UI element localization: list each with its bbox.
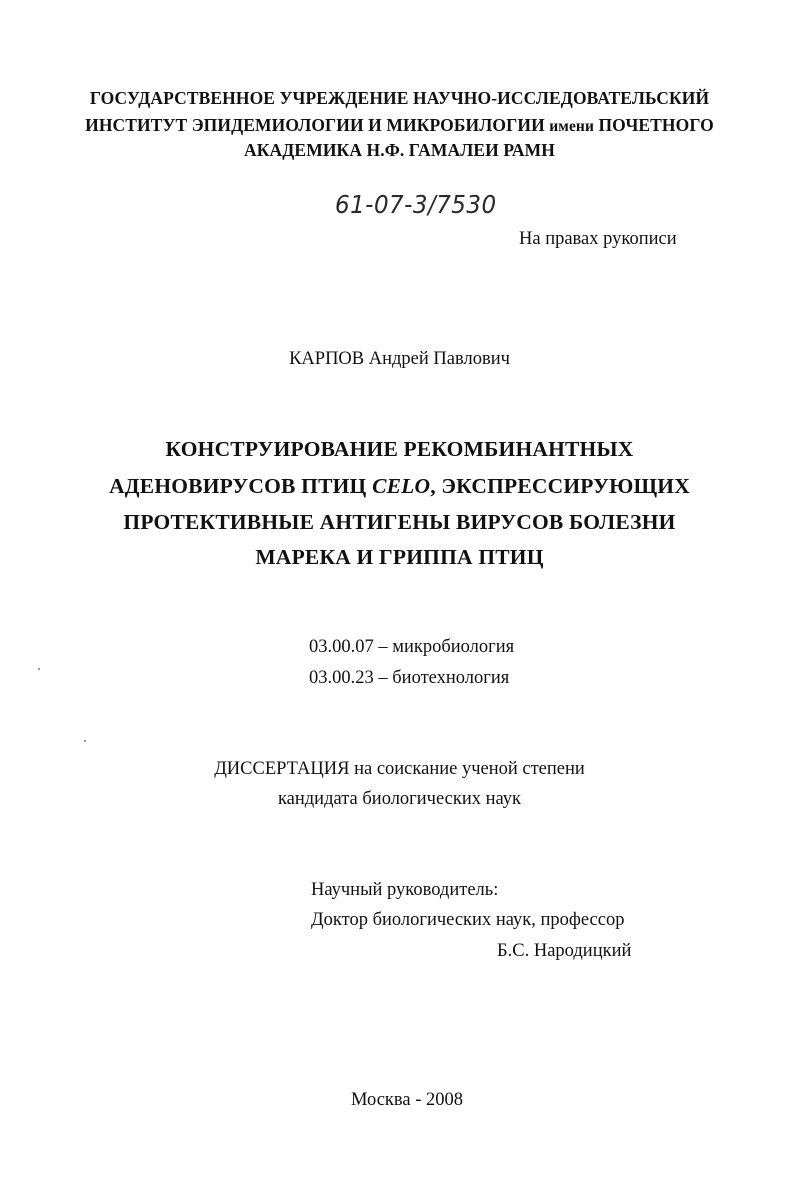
title-line-2-part-b: CELO <box>372 474 431 498</box>
specialty-biotechnology: 03.00.23 – биотехнология <box>309 668 510 688</box>
city-year: Москва - 2008 <box>351 1090 464 1110</box>
institution-line-3: АКАДЕМИКА Н.Ф. ГАМАЛЕИ РАМН <box>244 140 555 160</box>
title-line-3: ПРОТЕКТИВНЫЕ АНТИГЕНЫ ВИРУСОВ БОЛЕЗНИ <box>123 510 676 534</box>
catalog-number: 61-07-3/7530 <box>335 190 497 219</box>
title-line-1: КОНСТРУИРОВАНИЕ РЕКОМБИНАНТНЫХ <box>165 437 634 461</box>
scan-speck <box>84 740 86 742</box>
manuscript-rights: На правах рукописи <box>519 229 677 249</box>
scan-speck <box>38 668 40 670</box>
specialty-microbiology: 03.00.07 – микробиология <box>309 637 515 657</box>
title-line-2 <box>0 474 799 499</box>
title-line-2-part-c: , ЭКСПРЕССИРУЮЩИХ <box>430 474 690 498</box>
title-line-4: МАРЕКА И ГРИППА ПТИЦ <box>255 545 544 569</box>
title-line-2-part-a: АДЕНОВИРУСОВ ПТИЦ <box>109 474 373 498</box>
institution-line-2-part-a: ИНСТИТУТ ЭПИДЕМИОЛОГИИ И МИКРОБИЛОГИИ <box>85 115 550 135</box>
supervisor-name: Б.С. Народицкий <box>497 941 632 961</box>
institution-line-2-part-c: ПОЧЕТНОГО <box>593 115 714 135</box>
author-name: КАРПОВ Андрей Павлович <box>289 349 510 369</box>
supervisor-degree: Доктор биологических наук, профессор <box>311 910 625 930</box>
institution-line-1: ГОСУДАРСТВЕННОЕ УЧРЕЖДЕНИЕ НАУЧНО-ИССЛЕДОВАТЕЛЬСКИЙ <box>89 88 710 108</box>
supervisor-label: Научный руководитель: <box>311 880 499 900</box>
dissertation-line-2: кандидата биологических наук <box>277 789 522 809</box>
dissertation-line-1: ДИССЕРТАЦИЯ на соискание ученой степени <box>214 759 585 779</box>
institution-line-2-part-b: имени <box>549 118 594 135</box>
institution-line-2 <box>0 115 799 136</box>
